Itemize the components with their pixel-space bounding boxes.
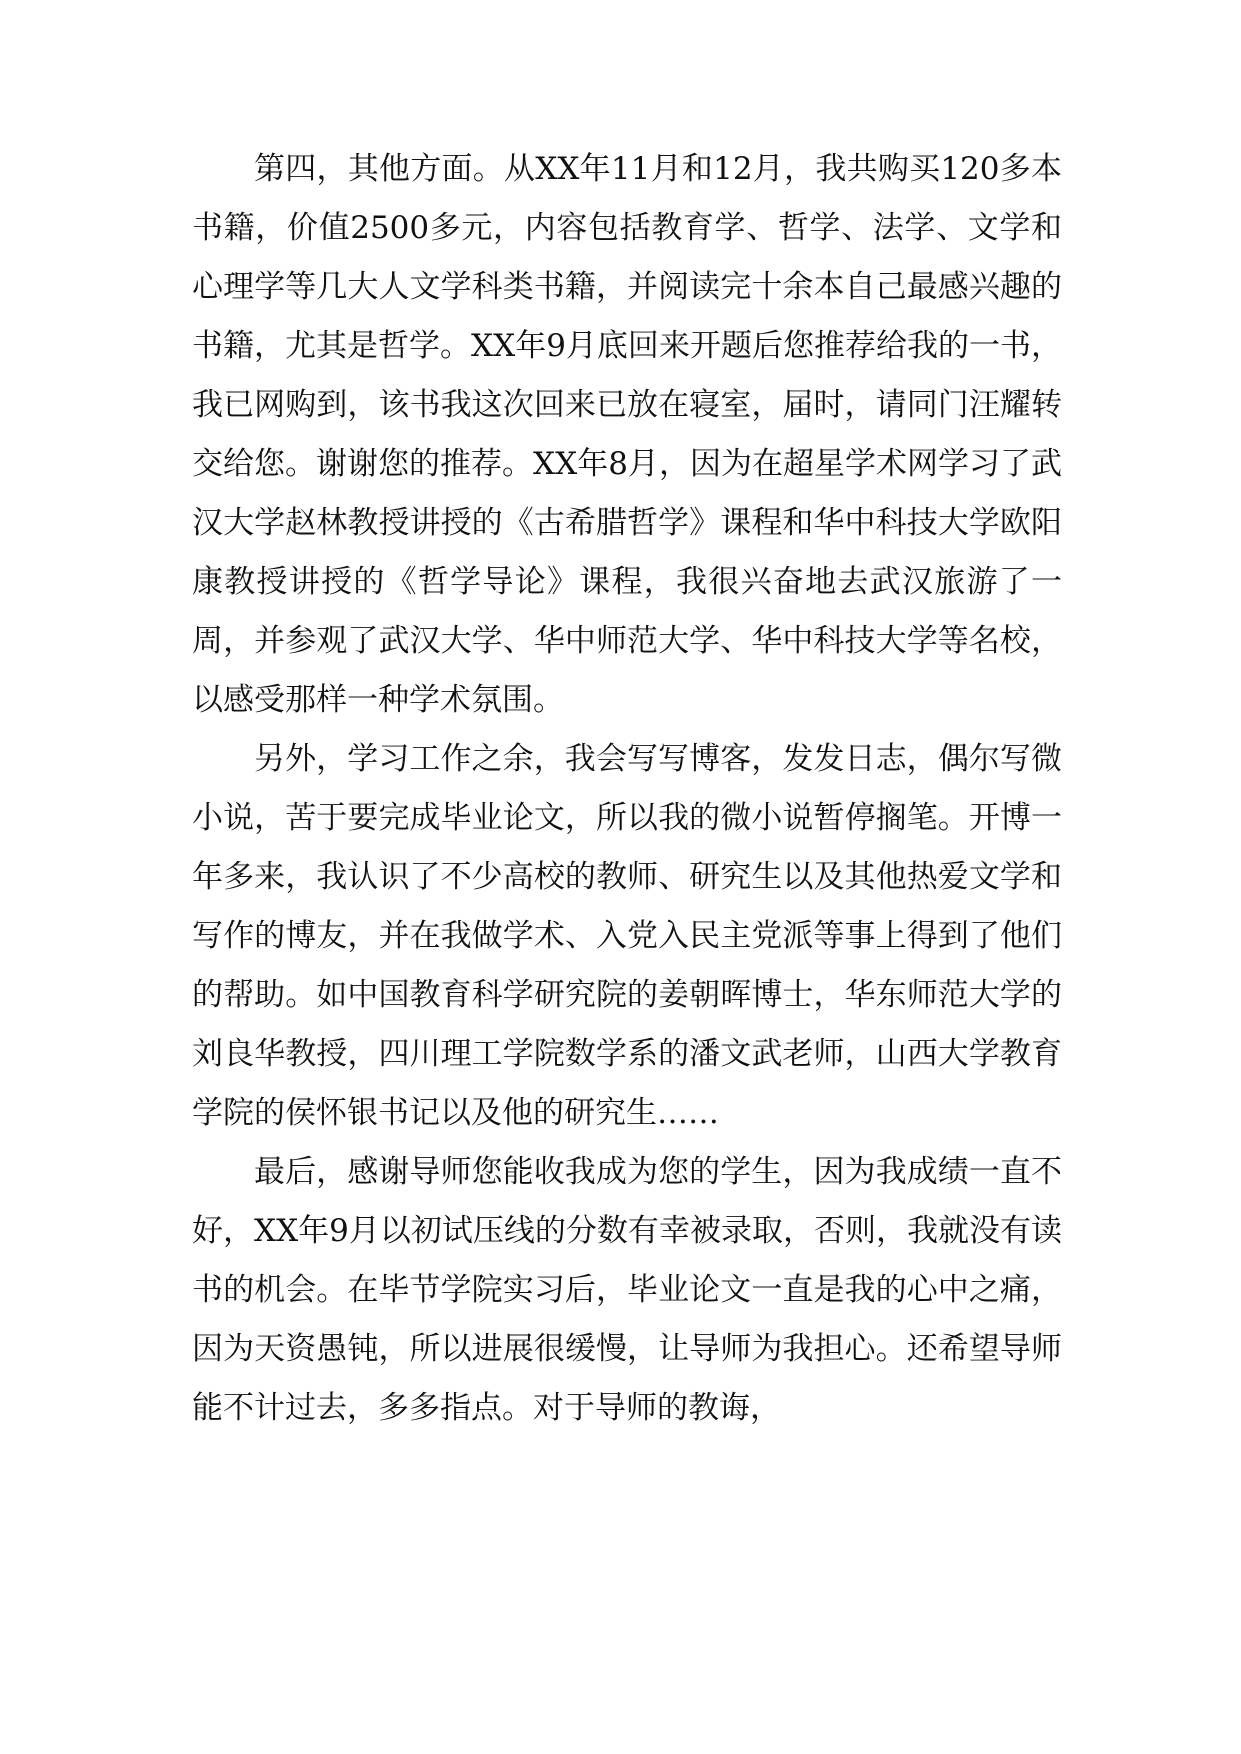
paragraph-other-aspects: 第四，其他方面。从XX年11月和12月，我共购买120多本书籍，价值2500多元，内容包括教育学、哲学、法学、文学和心理学等几大人文学科类书籍，并阅读完十余本自己最感兴趣的书籍，尤其是哲学。XX年9月底回来开题后您推荐给我的一书，我已网购到，该书我这次回来已放在寝室，届时，请同门汪耀转交给您。谢谢您的推荐。XX年8月，因为在超星学术网学习了武汉大学赵林教授讲授的《古希腊哲学》课程和华中科技大学欧阳康教授讲授的《哲学导论》课程，我很兴奋地去武汉旅游了一周，并参观了武汉大学、华中师范大学、华中科技大学等名校，以感受那样一种学术氛围。	[192, 151, 1062, 718]
document-page	[192, 140, 1062, 1438]
paragraph-finally: 最后，感谢导师您能收我成为您的学生，因为我成绩一直不好，XX年9月以初试压线的分数有幸被录取，否则，我就没有读书的机会。在毕节学院实习后，毕业论文一直是我的心中之痛，因为天资愚钝，所以进展很缓慢，让导师为我担心。还希望导师能不计过去，多多指点。对于导师的教诲，	[192, 1154, 1062, 1426]
paragraph-in-addition: 另外，学习工作之余，我会写写博客，发发日志，偶尔写微小说，苦于要完成毕业论文，所以我的微小说暂停搁笔。开博一年多来，我认识了不少高校的教师、研究生以及其他热爱文学和写作的博友，并在我做学术、入党入民主党派等事上得到了他们的帮助。如中国教育科学研究院的姜朝晖博士，华东师范大学的刘良华教授，四川理工学院数学系的潘文武老师，山西大学教育学院的侯怀银书记以及他的研究生……	[192, 741, 1062, 1131]
